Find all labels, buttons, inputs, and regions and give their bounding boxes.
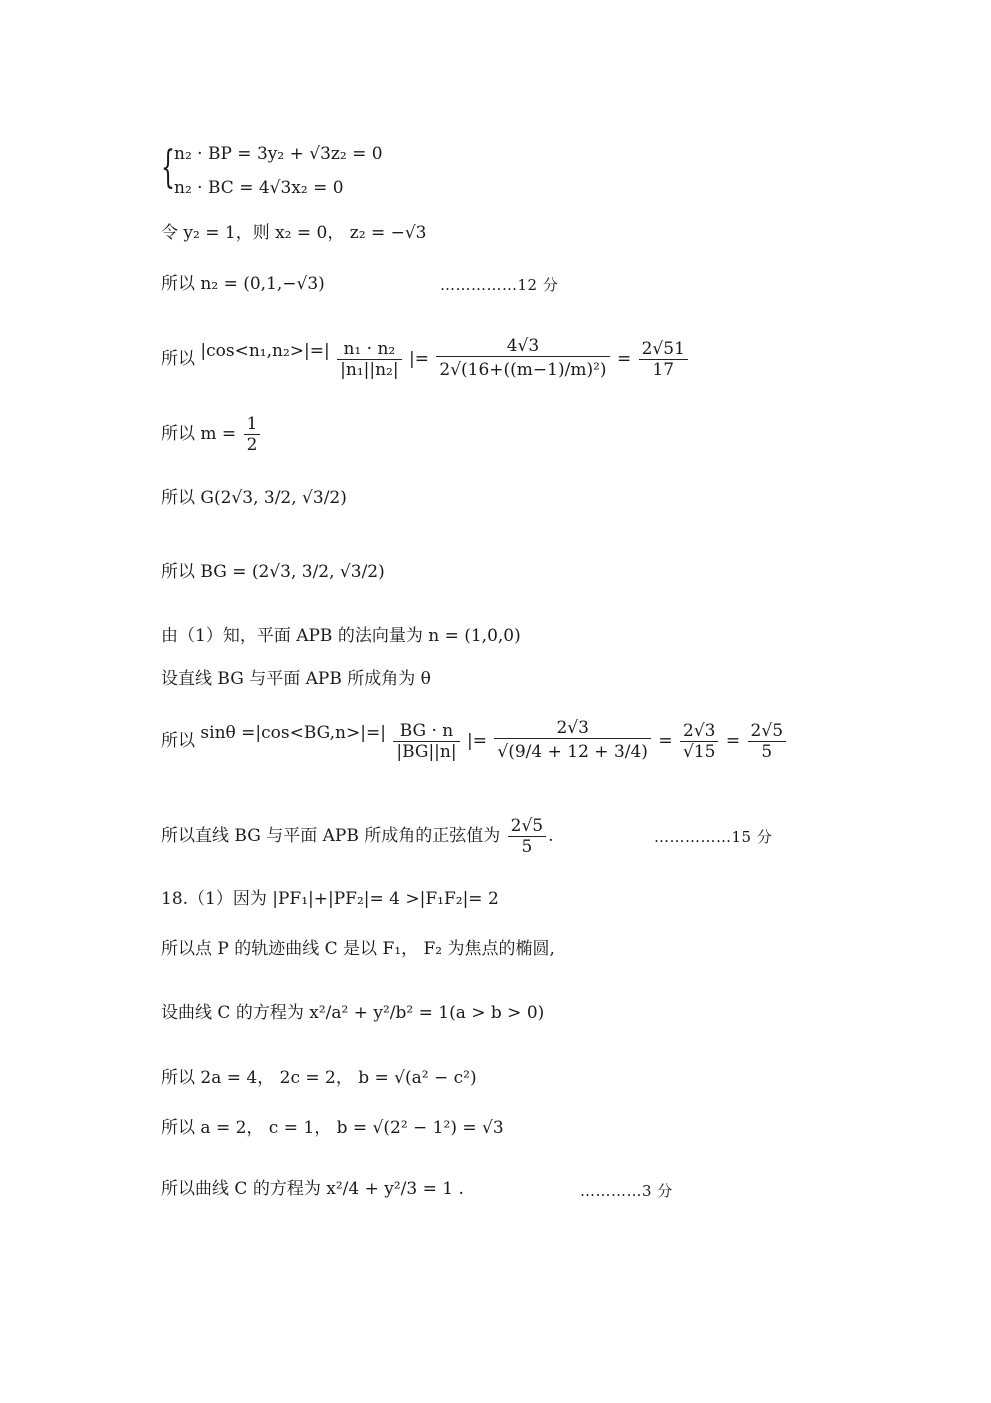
conclusion-frac: $\frac{2√5}{5}$ (508, 816, 546, 857)
ellipse-equation-line: 设曲线 C 的方程为 x²/a² + y²/b² = 1(a > b > 0) (161, 1003, 545, 1023)
cos-frac-3: $\frac{2√51}{17}$ (639, 339, 688, 380)
theta-line: 设直线 BG 与平面 APB 所成角为 θ (161, 669, 431, 689)
BG-line: 所以 BG = (2√3, 3/2, √3/2) (161, 562, 385, 582)
ellipse-line: 所以点 P 的轨迹曲线 C 是以 F₁， F₂ 为焦点的椭圆, (161, 939, 555, 959)
set-y-line: 令 y₂ = 1，则 x₂ = 0， z₂ = −√3 (161, 223, 427, 243)
sin-frac-2: $\frac{2√3}{√(9/4 + 12 + 3/4)}$ (494, 718, 651, 765)
cos-formula-line: 所以 |cos<n₁,n₂>|=| $\frac{\text{n₁ · n₂}}{\text{|n₁||n₂|}}$ |= $\frac{4√3}{\text{2√(16+((m−1)/m)²)}}$ = $\frac{2√51}{17}$ (161, 336, 690, 383)
final-equation-line: 所以曲线 C 的方程为 x²/4 + y²/3 = 1 . (161, 1179, 464, 1199)
sin-frac-4: $\frac{2√5}{5}$ (748, 721, 786, 762)
sin-formula-line: 所以 sinθ =|cos<BG,n>|=| $\frac{BG \cdot n}{|BG||n|}$ |= $\frac{2√3}{√(9/4 + 12 + 3/4)}$ = $\frac{2√3}{√15}$ = $\frac{2√5}{5}$ (161, 718, 788, 765)
a-c-line: 所以 2a = 4， 2c = 2， b = √(a² − c²) (161, 1068, 477, 1088)
system-brace: { (161, 142, 175, 193)
normal-vector-line: 由（1）知，平面 APB 的法向量为 n = (1,0,0) (161, 626, 521, 646)
system-eq-2: n₂ · BC = 4√3x₂ = 0 (174, 178, 344, 198)
m-line: 所以 m = $\frac{1}{2}$ (161, 414, 262, 455)
score-3: …………3 分 (580, 1182, 673, 1200)
b-line: 所以 a = 2， c = 1， b = √(2² − 1²) = √3 (161, 1118, 504, 1138)
sin-frac-3: $\frac{2√3}{√15}$ (680, 721, 718, 762)
m-frac: $\frac{1}{2}$ (244, 414, 261, 455)
q18-line: 18.（1）因为 |PF₁|+|PF₂|= 4 >|F₁F₂|= 2 (161, 889, 499, 909)
sin-frac-1: $\frac{BG \cdot n}{|BG||n|}$ (393, 721, 459, 762)
score-15: ……………15 分 (654, 828, 773, 846)
n2-line: 所以 n₂ = (0,1,−√3) (161, 274, 325, 294)
score-12: ……………12 分 (440, 276, 559, 294)
conclusion-line: 所以直线 BG 与平面 APB 所成角的正弦值为 $\frac{2√5}{5}$ . (161, 816, 554, 857)
cos-frac-2: $\frac{4√3}{\text{2√(16+((m−1)/m)²)}}$ (436, 336, 609, 383)
system-eq-1: n₂ · BP = 3y₂ + √3z₂ = 0 (174, 144, 383, 164)
G-line: 所以 G(2√3, 3/2, √3/2) (161, 488, 347, 508)
cos-frac-1: $\frac{\text{n₁ · n₂}}{\text{|n₁||n₂|}}$ (337, 339, 401, 380)
